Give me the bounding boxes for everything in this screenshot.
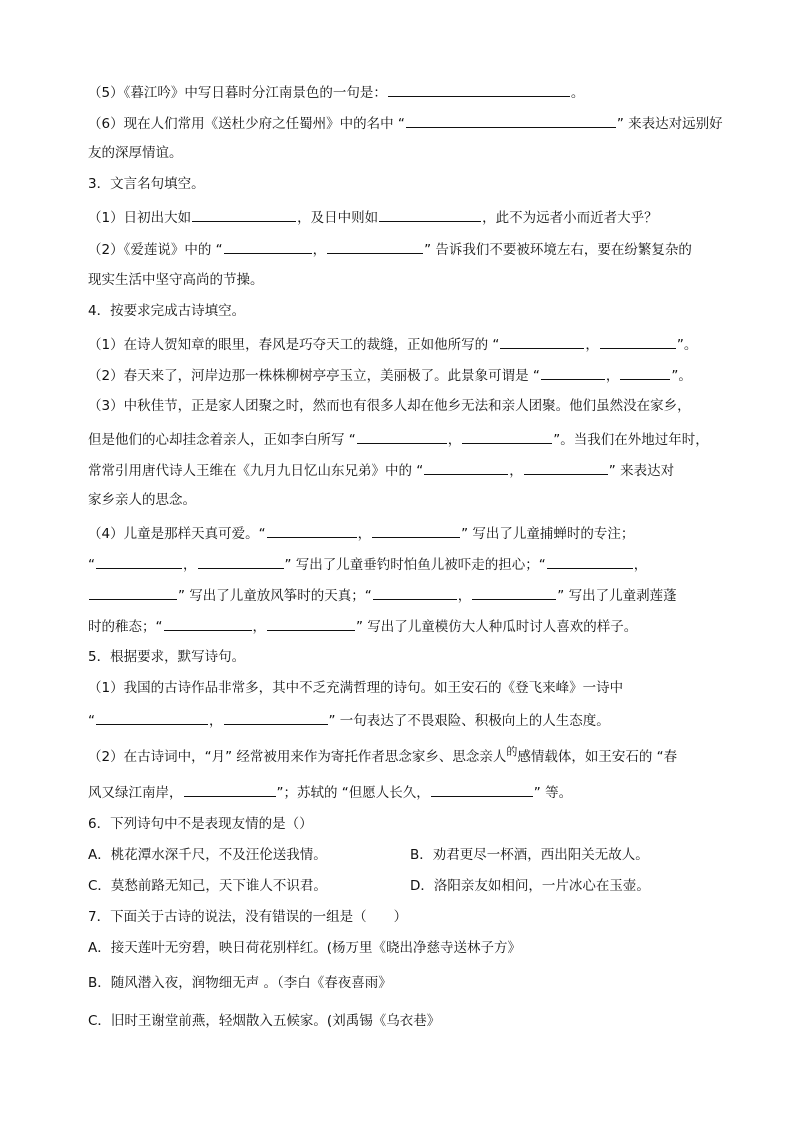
answer-blank[interactable] <box>388 80 570 97</box>
answer-blank[interactable] <box>462 427 552 444</box>
q3-title: 3．文言名句填空。 <box>88 176 205 192</box>
q4-item3-l2: 但是他们的心却挂念着亲人，正如李白所写 “ ， ”。当我们在外地过年时， <box>88 427 718 449</box>
answer-blank[interactable] <box>327 237 423 254</box>
answer-blank[interactable] <box>224 708 328 725</box>
answer-blank[interactable] <box>192 205 296 222</box>
answer-blank[interactable] <box>267 521 357 538</box>
option-c[interactable]: C．旧时王谢堂前燕，轻烟散入五候家。(刘禹锡《乌衣巷》 <box>88 1013 441 1029</box>
answer-blank[interactable] <box>267 614 355 631</box>
answer-blank[interactable] <box>89 583 177 600</box>
q6-options-row1 <box>88 844 718 866</box>
answer-blank[interactable] <box>431 780 533 797</box>
answer-blank[interactable] <box>547 552 633 569</box>
answer-blank[interactable] <box>620 363 670 380</box>
answer-blank[interactable] <box>406 111 616 128</box>
option-d[interactable]: D．洛阳亲友如相问，一片冰心在玉壶。 <box>410 878 650 894</box>
answer-blank[interactable] <box>96 708 208 725</box>
q4-item4-l4: 时的稚态；“ ， ” 写出了儿童模仿大人种瓜时讨人喜欢的样子。 <box>88 614 718 636</box>
q2-item6-cont: 友的深厚情谊。 <box>88 145 183 161</box>
answer-blank[interactable] <box>357 427 447 444</box>
answer-blank[interactable] <box>379 205 481 222</box>
option-a[interactable]: A．桃花潭水深千尺，不及汪伦送我情。 <box>88 847 327 863</box>
answer-blank[interactable] <box>472 583 556 600</box>
option-b[interactable]: B．随风潜入夜，润物细无声 。（李白《春夜喜雨》 <box>88 975 392 991</box>
q4-item3-l4: 家乡亲人的思念。 <box>88 492 196 508</box>
answer-blank[interactable] <box>164 614 252 631</box>
q4-item1: （1）在诗人贺知章的眼里，春风是巧夺天工的裁缝，正如他所写的 “ ， ”。 <box>88 332 718 354</box>
q3-item2: （2）《爱莲说》中的 “ ， ” 告诉我们不要被环境左右，要在纷繁复杂的 <box>88 237 718 259</box>
q3-item1: （1）日初出大如 ，及日中则如 ，此不为远者小而近者大乎？ <box>88 205 718 227</box>
q4-item4-l3: ” 写出了儿童放风筝时的天真；“ ， ” 写出了儿童剥莲蓬 <box>88 583 718 605</box>
q4-item4-l2: “ ， ” 写出了儿童垂钓时怕鱼儿被吓走的担心；“ ， <box>88 552 718 574</box>
q5-title: 5．根据要求，默写诗句。 <box>88 649 246 665</box>
option-a[interactable]: A．接天莲叶无穷碧，映日荷花别样红。(杨万里《晓出净慈寺送林子方》 <box>88 940 522 956</box>
q5-item1: （1）我国的古诗作品非常多，其中不乏充满哲理的诗句。如王安石的《登飞来峰》一诗中 <box>88 680 624 696</box>
q5-item2-l2: 风又绿江南岸， ”；苏轼的 “但愿人长久， ” 等。 <box>88 780 718 802</box>
q6-options-row2 <box>88 875 718 897</box>
q4-title: 4．按要求完成古诗填空。 <box>88 303 246 319</box>
answer-blank[interactable] <box>184 780 276 797</box>
q2-item6: （6）现在人们常用《送杜少府之任蜀州》中的名中 “ ” 来表达对远别好 <box>88 111 718 133</box>
answer-blank[interactable] <box>424 458 508 475</box>
q5-item1-l2: “ ， ” 一句表达了不畏艰险、积极向上的人生态度。 <box>88 708 718 730</box>
q6-title: 6．下列诗句中不是表现友情的是（） <box>88 816 313 832</box>
q4-item3: （3）中秋佳节，正是家人团聚之时，然而也有很多人却在他乡无法和亲人团聚。他们虽然没在家乡， <box>88 398 691 414</box>
answer-blank[interactable] <box>541 363 605 380</box>
answer-blank[interactable] <box>96 552 182 569</box>
answer-blank[interactable] <box>372 521 460 538</box>
answer-blank[interactable] <box>600 332 676 349</box>
q3-item2-cont: 现实生活中坚守高尚的节操。 <box>88 272 264 288</box>
q4-item3-l3: 常常引用唐代诗人王维在《九月九日忆山东兄弟》中的 “ ， ” 来表达对 <box>88 458 718 480</box>
answer-blank[interactable] <box>198 552 284 569</box>
q7-title: 7．下面关于古诗的说法，没有错误的一组是（ ） <box>88 909 408 925</box>
answer-blank[interactable] <box>373 583 457 600</box>
option-c[interactable]: C．莫愁前路无知己，天下谁人不识君。 <box>88 878 327 894</box>
answer-blank[interactable] <box>500 332 584 349</box>
q4-item4: （4）儿童是那样天真可爱。“ ， ” 写出了儿童捕蝉时的专注； <box>88 521 718 543</box>
q5-item2: （2）在古诗词中，“月” 经常被用来作为寄托作者思念家乡、思念亲人$^的$感情载体，如王安石的 “春 <box>88 745 678 765</box>
option-b[interactable]: B．劝君更尽一杯酒，西出阳关无故人。 <box>410 847 649 863</box>
answer-blank[interactable] <box>224 237 312 254</box>
q4-item2: （2）春天来了，河岸边那一株株柳树亭亭玉立，美丽极了。此景象可谓是 “ ， ”。 <box>88 363 718 385</box>
answer-blank[interactable] <box>524 458 608 475</box>
q2-item5: （5）《暮江吟》中写日暮时分江南景色的一句是： 。 <box>88 80 718 102</box>
